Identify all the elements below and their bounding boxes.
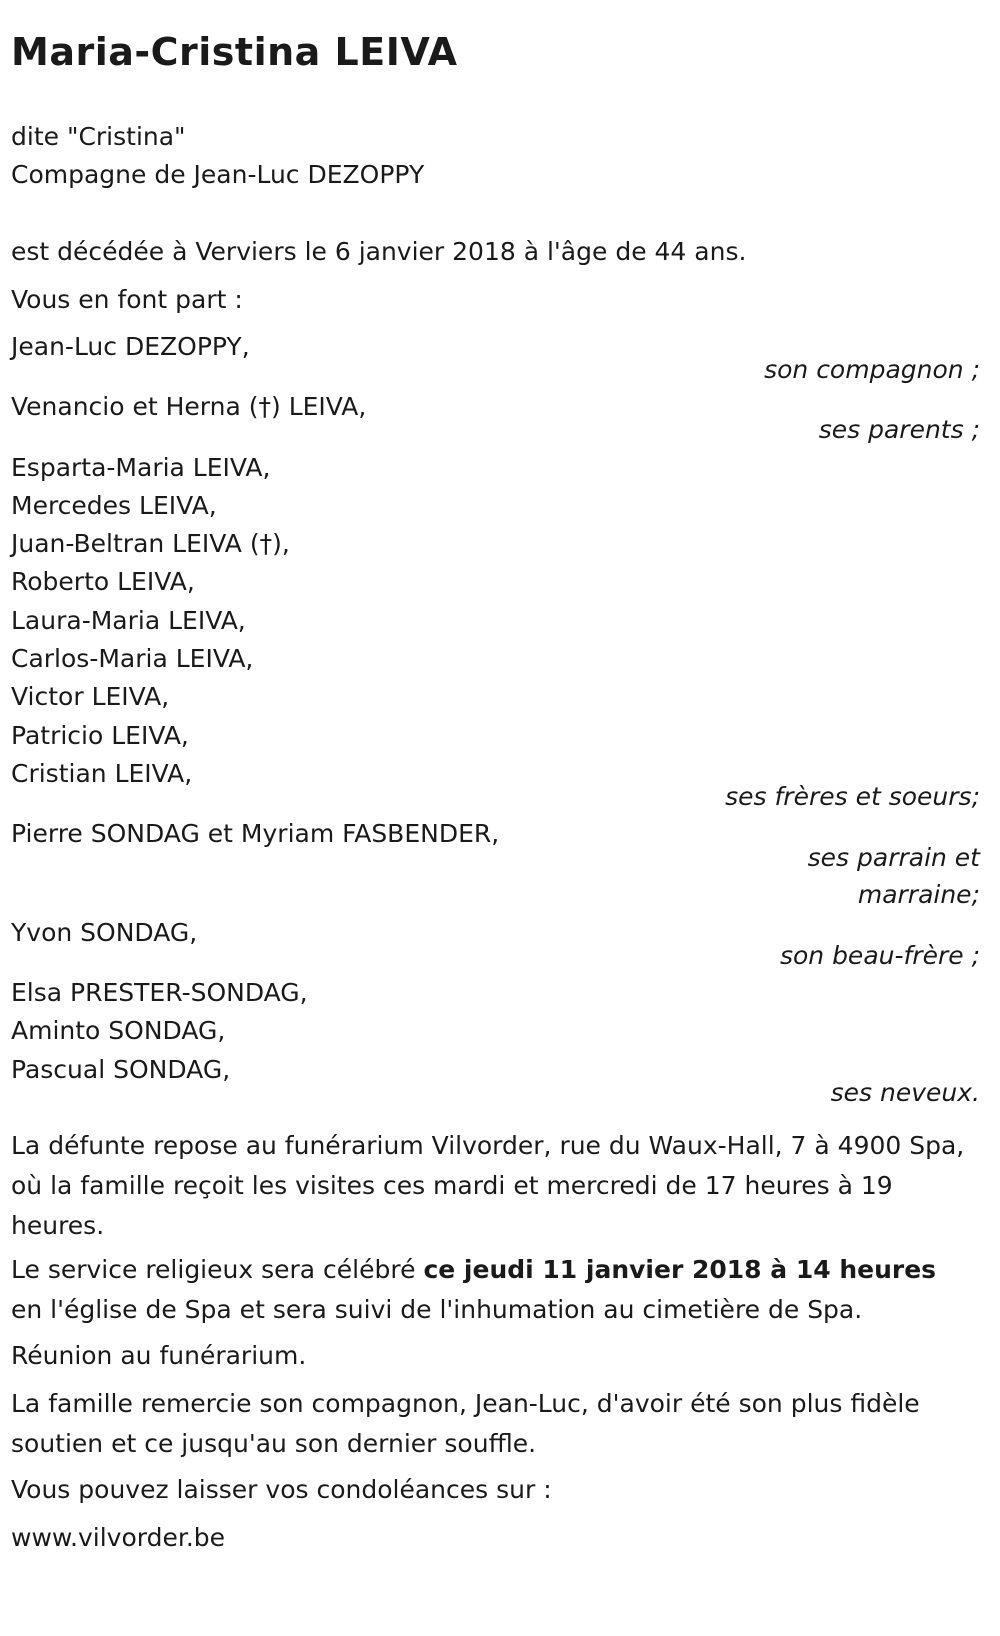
siblings-role: ses frères et soeurs; bbox=[725, 782, 980, 811]
godparents-role-1: ses parrain et bbox=[807, 843, 980, 872]
brotherinlaw-name: Yvon SONDAG, bbox=[11, 918, 198, 947]
parents-role: ses parents ; bbox=[818, 415, 980, 444]
nephews-role: ses neveux. bbox=[830, 1078, 980, 1107]
service-text-pre: Le service religieux sera célébré bbox=[11, 1255, 424, 1284]
announce-line: Vous en font part : bbox=[11, 285, 243, 314]
sibling-item: Carlos-Maria LEIVA, bbox=[11, 644, 254, 673]
death-line: est décédée à Verviers le 6 janvier 2018 à l'âge de 44 ans. bbox=[11, 237, 747, 266]
nickname-line: dite "Cristina" bbox=[11, 122, 186, 151]
compagnon-role: son compagnon ; bbox=[764, 355, 980, 384]
nephew-item: Aminto SONDAG, bbox=[11, 1016, 226, 1045]
nephew-item: Pascual SONDAG, bbox=[11, 1055, 231, 1084]
partner-line: Compagne de Jean-Luc DEZOPPY bbox=[11, 160, 425, 189]
godparents-name: Pierre SONDAG et Myriam FASBENDER, bbox=[11, 819, 500, 848]
godparents-role-2: marraine; bbox=[857, 880, 980, 909]
sibling-item: Patricio LEIVA, bbox=[11, 721, 189, 750]
page-title: Maria-Cristina LEIVA bbox=[11, 30, 458, 74]
sibling-item: Esparta-Maria LEIVA, bbox=[11, 453, 271, 482]
sibling-item: Laura-Maria LEIVA, bbox=[11, 606, 246, 635]
reunion-paragraph: Réunion au funérarium. bbox=[11, 1341, 307, 1370]
service-text-post: en l'église de Spa et sera suivi de l'inhumation au cimetière de Spa. bbox=[11, 1295, 863, 1324]
rest-paragraph: La défunte repose au funérarium Vilvorder, rue du Waux-Hall, 7 à 4900 Spa, où la famille reçoit les visites ces mardi et mercredi de 17 heures à 19 heures. bbox=[11, 1131, 965, 1240]
service-date: ce jeudi 11 janvier 2018 à 14 heures bbox=[423, 1255, 937, 1284]
sibling-item: Roberto LEIVA, bbox=[11, 567, 195, 596]
brotherinlaw-role: son beau-frère ; bbox=[779, 941, 980, 970]
sibling-item: Mercedes LEIVA, bbox=[11, 491, 217, 520]
parents-name: Venancio et Herna (†) LEIVA, bbox=[11, 392, 367, 421]
sibling-item: Juan-Beltran LEIVA (†), bbox=[11, 529, 290, 558]
condolences-paragraph: Vous pouvez laisser vos condoléances sur : bbox=[11, 1475, 552, 1504]
nephew-item: Elsa PRESTER-SONDAG, bbox=[11, 978, 308, 1007]
sibling-item: Victor LEIVA, bbox=[11, 682, 170, 711]
sibling-item: Cristian LEIVA, bbox=[11, 759, 193, 788]
thanks-paragraph: La famille remercie son compagnon, Jean-Luc, d'avoir été son plus fidèle soutien et ce jusqu'au son dernier souffle. bbox=[11, 1389, 920, 1458]
service-paragraph bbox=[11, 1250, 971, 1330]
website-link[interactable]: www.vilvorder.be bbox=[11, 1523, 226, 1552]
compagnon-name: Jean-Luc DEZOPPY, bbox=[11, 332, 250, 361]
